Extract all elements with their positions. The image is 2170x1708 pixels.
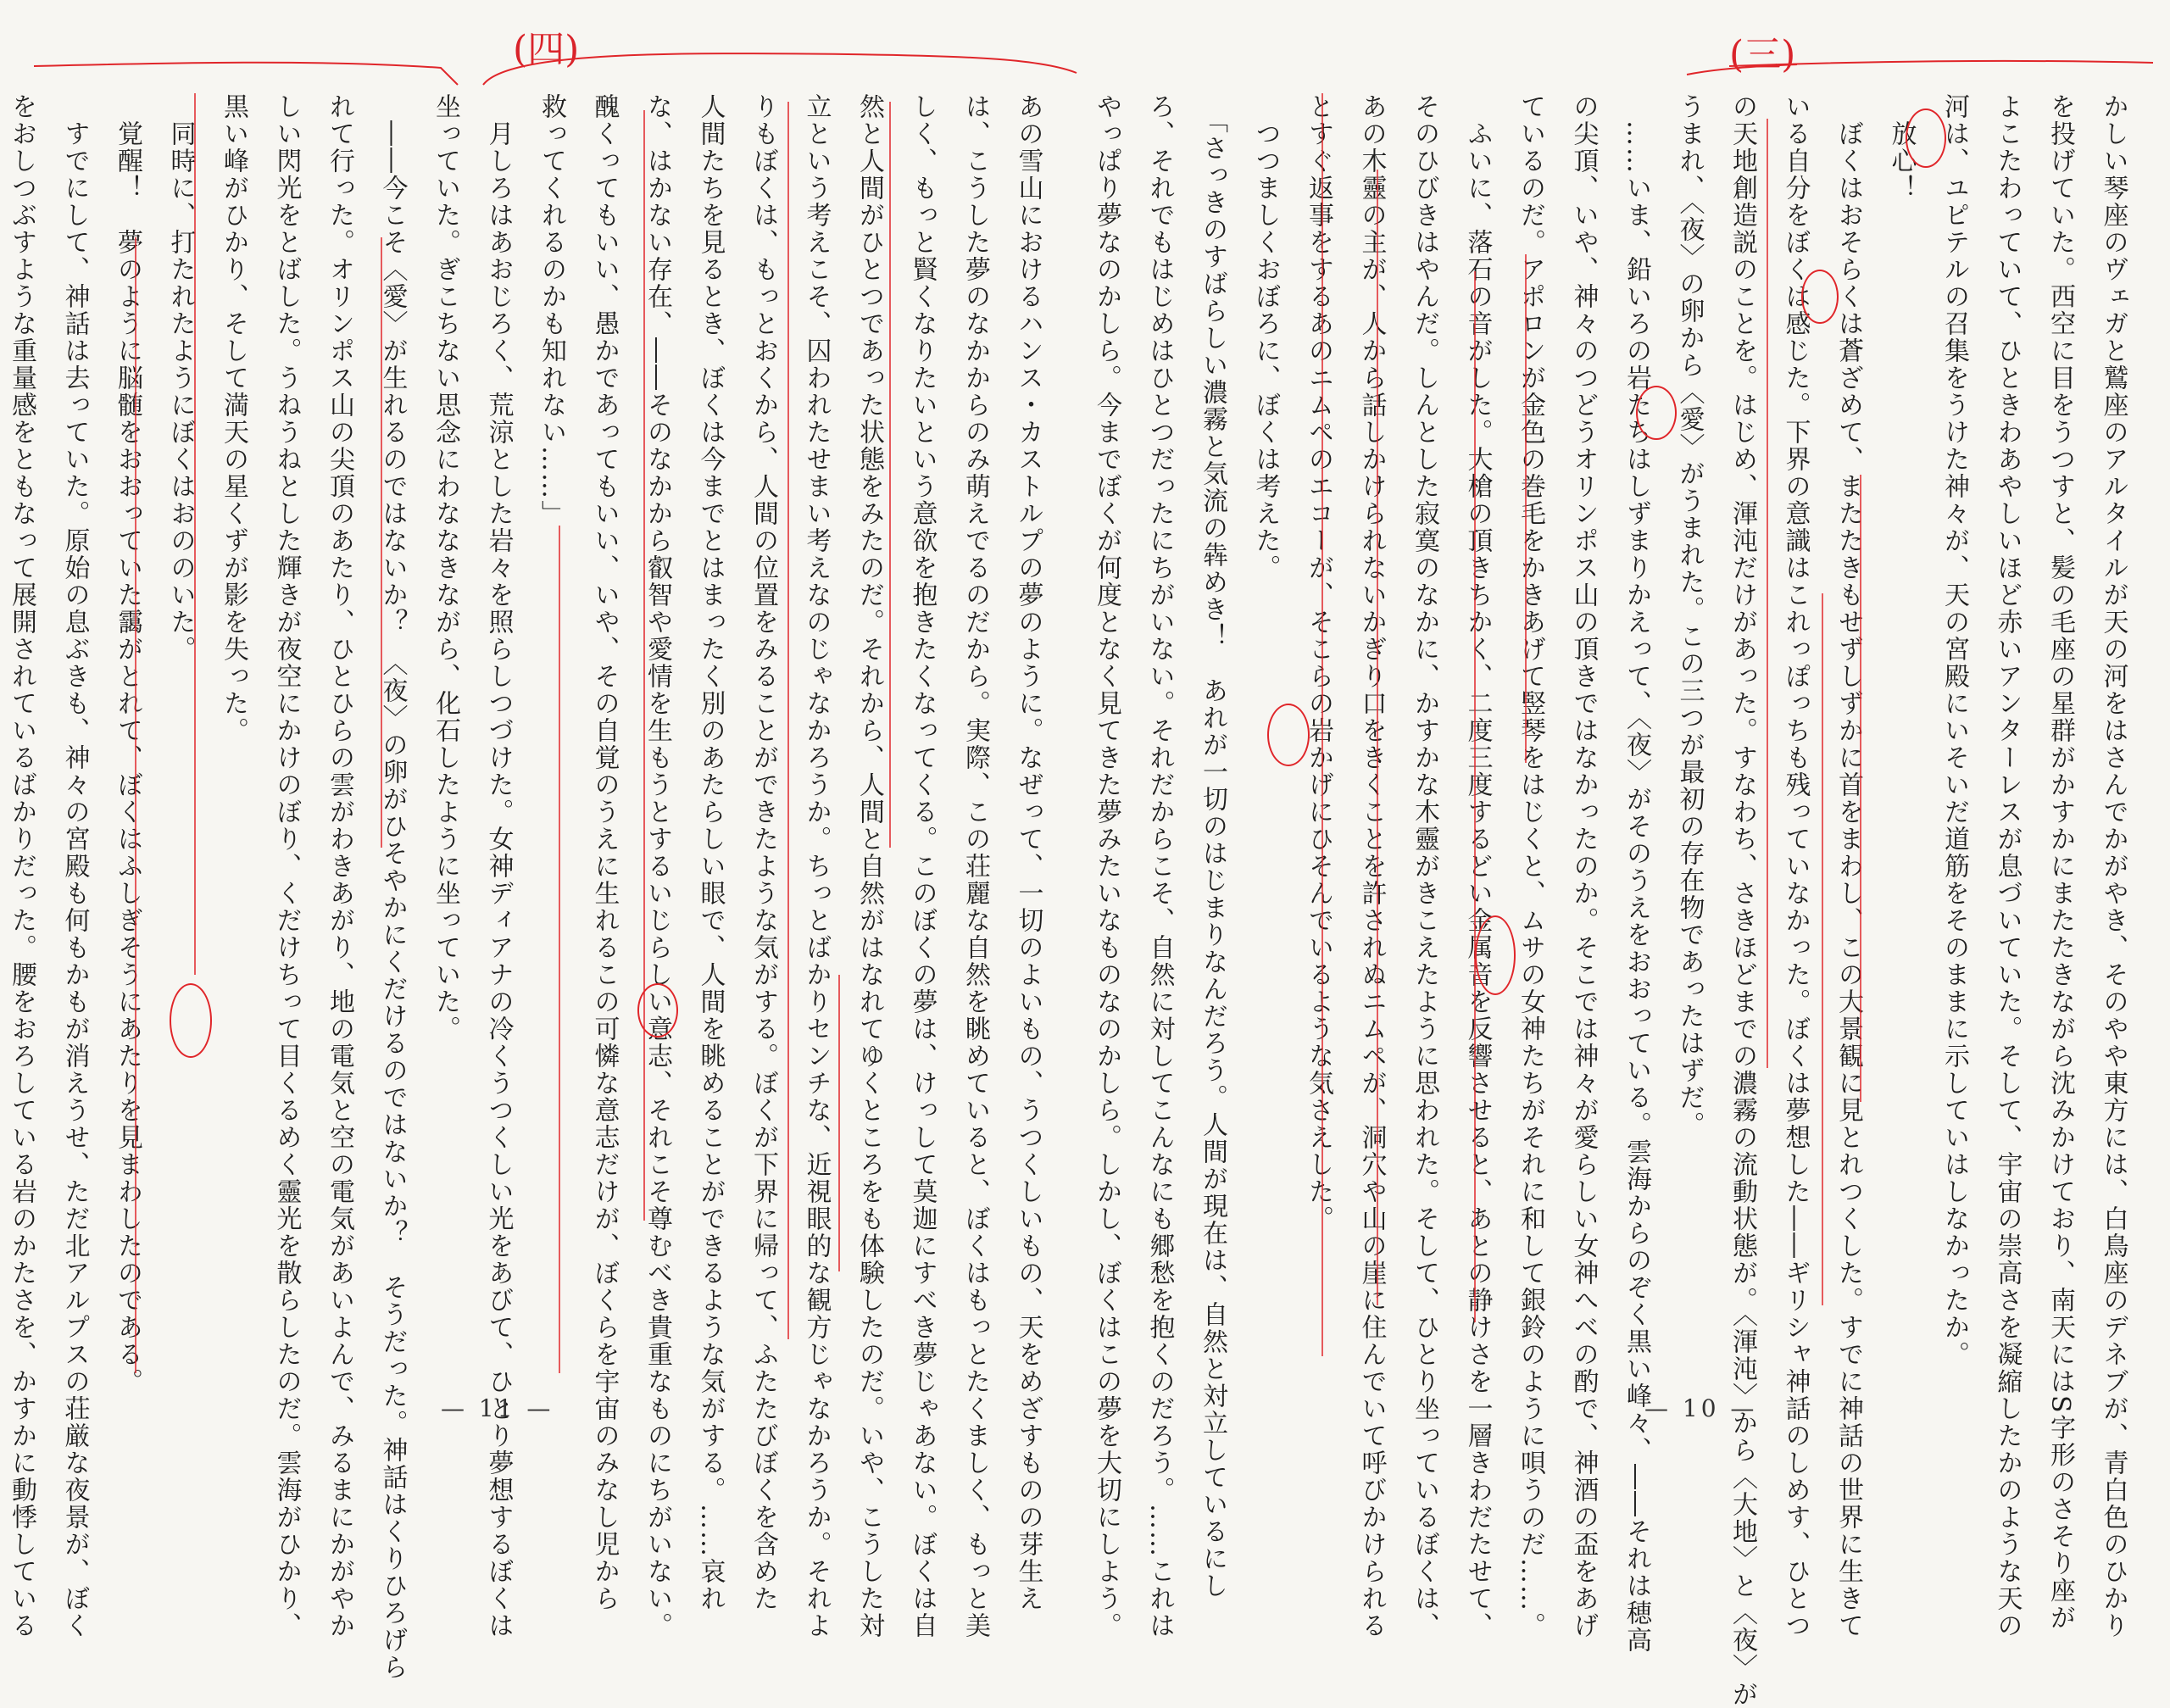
text-column: 坐っていた。ぎこちない思念にわななきながら、化石したように坐っていた。 — [431, 93, 460, 1043]
text-column: あの雪山におけるハンス・カストルプの夢のように。なぜって、一切のよいもの、うつくしいもの、天をめざすものの芽生え — [1013, 93, 1043, 1612]
text-column: あの木靈の主が、人から話しかけられないかぎり口をきくことを許されぬニムペが、洞穴や山の崖に住んでいて呼びかけられる — [1356, 93, 1387, 1639]
text-column: 然と人間がひとつであった状態をみたのだ。それから、人間と自然がはなれてゆくところをも体験したのだ。いや、こうした対 — [854, 93, 884, 1639]
text-column: いる自分をぼくは感じた。下界の意識はこれっぽっちも残っていなかった。ぼくは夢想した――ギリシャ神話のしめす、ひとつ — [1780, 93, 1811, 1639]
text-column: れて行った。オリンポス山の尖頂のあたり、ひとひらの雲がわきあがり、地の電気と空の電気があいよんで、みるまにかがやか — [325, 93, 354, 1639]
text-column: の尖頂、いや、神々のつどうオリンポス山の頂きではなかったのか。そこでは神々が愛らしい女神へベの酌で、神酒の盃をあげ — [1568, 93, 1599, 1639]
text-column: 覚醒！ 夢のように脳髄をおおっていた靄がとれて、ぼくはふしぎそうにあたりを見まわしたのである。 — [113, 93, 142, 1395]
annotation-circle — [1475, 915, 1516, 995]
text-column: そのひびきはやんだ。しんとした寂寞のなかに、かすかな木靈がきこえたように思われた。そして、ひとり坐っているぼくは、 — [1410, 93, 1439, 1639]
text-column: ろ、それでもはじめはひとつだったにちがいない。それだからこそ、自然に対してこんなにも郷愁を抱くのだろう。……これは — [1144, 93, 1175, 1639]
text-column: な、はかない存在、――そのなかから叡智や愛情を生もうとするいじらしい意志、それこそ尊むべき貴重なものにちがいない。 — [643, 93, 672, 1639]
annotation-circle — [637, 983, 678, 1038]
text-column: は、こうした夢のなかからのみ萌えでるのだから。実際、この荘麗な自然を眺めていると、ぼくはもっとたくましく、もっと美 — [960, 93, 990, 1639]
text-column: ているのだ。アポロンが金色の巻毛をかきあげて竪琴をはじくと、ムサの女神たちがそれに和して銀鈴のように唄うのだ……。 — [1516, 93, 1545, 1639]
text-column: 「さっきのすばらしい濃霧と気流の犇めき！ あれが一切のはじまりなんだろう。人間が現在は、自然と対立しているにし — [1198, 93, 1227, 1600]
text-column: 人間たちを見るとき、ぼくは今までとはまったく別のあたらしい眼で、人間を眺めることができるような気がする。……哀れ — [695, 93, 726, 1612]
text-column: つつましくおぼろに、ぼくは考えた。 — [1250, 93, 1281, 581]
annotation-circle — [170, 983, 212, 1058]
text-column: かしい琴座のヴェガと鷲座のアルタイルが天の河をはさんでかがやき、そのやや東方には、白鳥座のデネブが、青白色のひかり — [2098, 93, 2128, 1639]
text-column: やっぱり夢なのかしら。今までぼくが何度となく見てきた夢みたいなものなのかしら。しかし、ぼくはこの夢を大切にしよう。 — [1092, 93, 1121, 1639]
page-number-10: — 10 — — [1644, 1394, 1758, 1422]
text-column: すでにして、神話は去っていた。原始の息ぶきも、神々の宮殿も何もかもが消えうせ、ただ北アルプスの荘厳な夜景が、ぼく — [59, 93, 90, 1639]
annotation-circle — [1801, 270, 1839, 324]
text-column: よこたわっていて、ひときわあやしいほど赤いアンターレスが息づいていた。そして、宇宙の崇高さを凝縮したかのような天の — [1992, 93, 2023, 1639]
text-column: の天地創造説のことを。はじめ、渾沌だけがあった。すなわち、さきほどまでの濃霧の流動状態が。〈渾沌〉から〈大地〉と〈夜〉が — [1728, 93, 1757, 1708]
text-column: 河は、ユピテルの召集をうけた神々が、天の宮殿にいそいだ道筋をそのままに示していはしなかったか。 — [1939, 93, 1969, 1368]
left-page — [0, 0, 1085, 1681]
text-column: 醜くってもいい、愚かであってもいい、いや、その自覚のうえに生れるこの可憐な意志だけが、ぼくらを宇宙のみなし児から — [589, 93, 620, 1612]
text-column: 黒い峰がひかり、そして満天の星くずが影を失った。 — [219, 93, 248, 744]
text-column: 立という考えこそ、囚われたせまい考えなのじゃなかろうか。ちっとばかりセンチな、近視眼的な観方じゃなかろうか。それよ — [801, 93, 832, 1639]
text-column: うまれ、〈夜〉の卵から〈愛〉がうまれた。この三つが最初の存在物であったはずだ。 — [1674, 93, 1705, 1138]
text-column: 放心！ — [1886, 93, 1917, 202]
text-column: りもぼくは、もっとおくから、人間の位置をみることができたような気がする。ぼくが下界に帰って、ふたたびぼくを含めた — [748, 93, 778, 1612]
annotation-circle — [1267, 704, 1310, 766]
text-column: 救ってくれるのかも知れない……」 — [537, 93, 566, 527]
text-column: ……いま、鉛いろの岩たちはしずまりかえって、〈夜〉がそのうえをおおっている。雲海からのぞく黒い峰々、――それは穂高 — [1622, 93, 1651, 1654]
text-column: ――今こそ〈愛〉が生れるのではないか？ 〈夜〉の卵がひそやかにくだけるのではないか？ そうだった。神話はくりひろげら — [377, 93, 408, 1681]
text-column: を投げていた。西空に目をうつすと、髪の毛座の星群がかすかにまたたきながら沈みかけており、南天にはS字形のさそり座が — [2045, 93, 2075, 1632]
text-column: ふいに、落石の音がした。大槍の頂きちかく、二度三度するどい金属音を反響させると、あとの静けさを一層きわだたせて、 — [1462, 93, 1493, 1639]
annotation-circle — [1906, 108, 1946, 168]
section-mark-four: (四) — [513, 28, 580, 71]
text-column: しい閃光をとばした。うねうねとした輝きが夜空にかけのぼり、くだけちって目くるめく靈光を散らしたのだ。雲海がひかり、 — [271, 93, 302, 1639]
right-page — [1085, 0, 2170, 1708]
text-column: 月しろはあおじろく、荒涼とした岩々を照らしつづけた。女神ディアナの冷くうつくしい光をあびて、ひとり夢想するぼくは — [483, 93, 514, 1639]
annotation-circle — [1636, 386, 1677, 440]
text-column: しく、もっと賢くなりたいという意欲を抱きたくなってくる。このぼくの夢は、けっして莫迦にすべき夢じゃあない。ぼくは自 — [907, 93, 938, 1639]
page-number-11: — 11 — — [441, 1394, 554, 1422]
text-column: をおしつぶすような重量感をともなって展開されているばかりだった。腰をおろしている岩のかたさを、かすかに動悸している — [7, 93, 36, 1639]
section-mark-three: (三) — [1729, 33, 1796, 76]
text-column: ぼくはおそらくは蒼ざめて、またたきもせずしずかに首をまわし、この大景観に見とれつくした。すでに神話の世界に生きて — [1833, 93, 1863, 1639]
text-column: とすぐ返事をするあのニムペのエコーが、そこらの岩かげにひそんでいるような気さえした。 — [1304, 93, 1333, 1232]
text-column: 同時に、打たれたようにぼくはおののいた。 — [165, 93, 196, 663]
